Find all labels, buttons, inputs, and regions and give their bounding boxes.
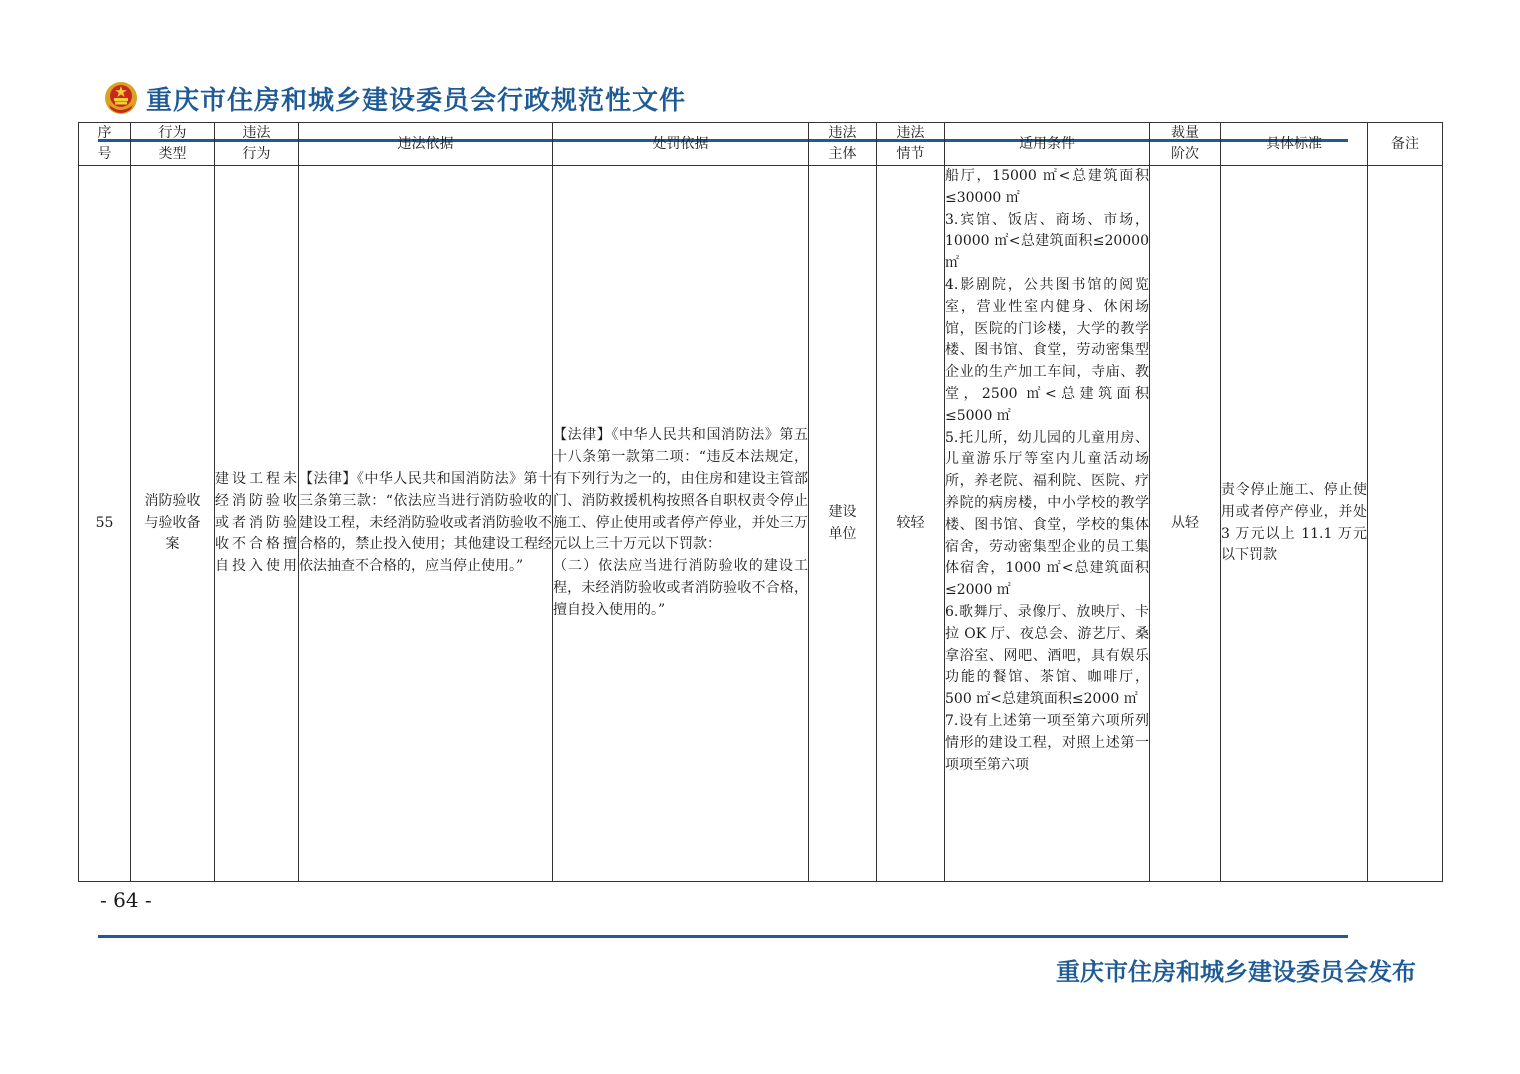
condition-item: 7.设有上述第一项至第六项所列情形的建设工程，对照上述第一项项至第六项: [945, 712, 1149, 773]
page-number: - 64 -: [100, 888, 152, 912]
header-type: 行为 类型: [131, 123, 215, 166]
header-standard: 具体标准: [1221, 123, 1368, 166]
cell-conditions: [945, 166, 1150, 882]
national-emblem-icon: [104, 81, 138, 115]
header-basis: 违法依据: [299, 123, 553, 166]
condition-item: 5.托儿所，幼儿园的儿童用房、儿童游乐厅等室内儿童活动场所，养老院、福利院、医院、疗养院的病房楼，中小学校的教学楼、图书馆、食堂，学校的集体宿舍，劳动密集型企业的员工集体宿舍，1000 ㎡<总建筑面积≤2000 ㎡: [945, 429, 1149, 599]
cell-type: 消防验收与验收备案: [131, 166, 215, 882]
penalty-basis-main: 【法律】《中华人民共和国消防法》第五十八条第一款第二项：“违反本法规定，有下列行为之一的，由住房和建设主管部门、消防救援机构按照各自职权责令停止施工、停止使用或者停产停业，并处三万元以上三十万元以下罚款：: [553, 427, 808, 553]
condition-item: 6.歌舞厅、录像厅、放映厅、卡拉 OK 厅、夜总会、游艺厅、桑拿浴室、网吧、酒吧，具有娱乐功能的餐馆、茶馆、咖啡厅，500 ㎡<总建筑面积≤2000 ㎡: [945, 603, 1149, 708]
header-seq: 序 号: [79, 123, 131, 166]
header-penalty-basis: 处罚依据: [553, 123, 809, 166]
footer-rule: [98, 935, 1348, 938]
condition-item: 3.宾馆、饭店、商场、市场，10000 ㎡<总建筑面积≤20000 ㎡: [945, 211, 1149, 272]
header-conditions: 适用条件: [945, 123, 1150, 166]
header-level: 裁量 阶次: [1150, 123, 1221, 166]
header-act: 违法 行为: [215, 123, 299, 166]
document-title: 重庆市住房和城乡建设委员会行政规范性文件: [146, 85, 687, 116]
cell-standard: 责令停止施工、停止使用或者停产停业，并处 3 万元以上 11.1 万元以下罚款: [1221, 166, 1368, 882]
condition-item: 船厅，15000 ㎡<总建筑面积≤30000 ㎡: [945, 168, 1149, 206]
cell-penalty-basis: [553, 166, 809, 882]
cell-basis: 【法律】《中华人民共和国消防法》第十三条第三款：“依法应当进行消防验收的建设工程，未经消防验收或者消防验收不合格的，禁止投入使用；其他建设工程经依法抽查不合格的，应当停止使用。”: [299, 166, 553, 882]
header-remark: 备注: [1368, 123, 1443, 166]
cell-subject: 建设单位: [809, 166, 877, 882]
cell-level: 从轻: [1150, 166, 1221, 882]
cell-act: 建设工程未经消防验收或者消防验收不合格擅自投入使用: [215, 166, 299, 882]
header-subject: 违法 主体: [809, 123, 877, 166]
header-circumstance: 违法 情节: [877, 123, 945, 166]
publisher-name: 重庆市住房和城乡建设委员会发布: [1056, 958, 1416, 986]
cell-remark: [1368, 166, 1443, 882]
table-header-row: [79, 123, 1443, 166]
penalty-discretion-table: [78, 122, 1443, 882]
document-header: [104, 78, 686, 118]
table-row: [79, 166, 1443, 882]
cell-circumstance: 较轻: [877, 166, 945, 882]
penalty-basis-item: （二）依法应当进行消防验收的建设工程，未经消防验收或者消防验收不合格，擅自投入使用的。”: [553, 558, 808, 618]
cell-seq: 55: [79, 166, 131, 882]
condition-item: 4.影剧院，公共图书馆的阅览室，营业性室内健身、休闲场馆，医院的门诊楼，大学的教学楼、图书馆、食堂，劳动密集型企业的生产加工车间，寺庙、教堂，2500 ㎡<总建筑面积≤5000 ㎡: [945, 276, 1149, 424]
